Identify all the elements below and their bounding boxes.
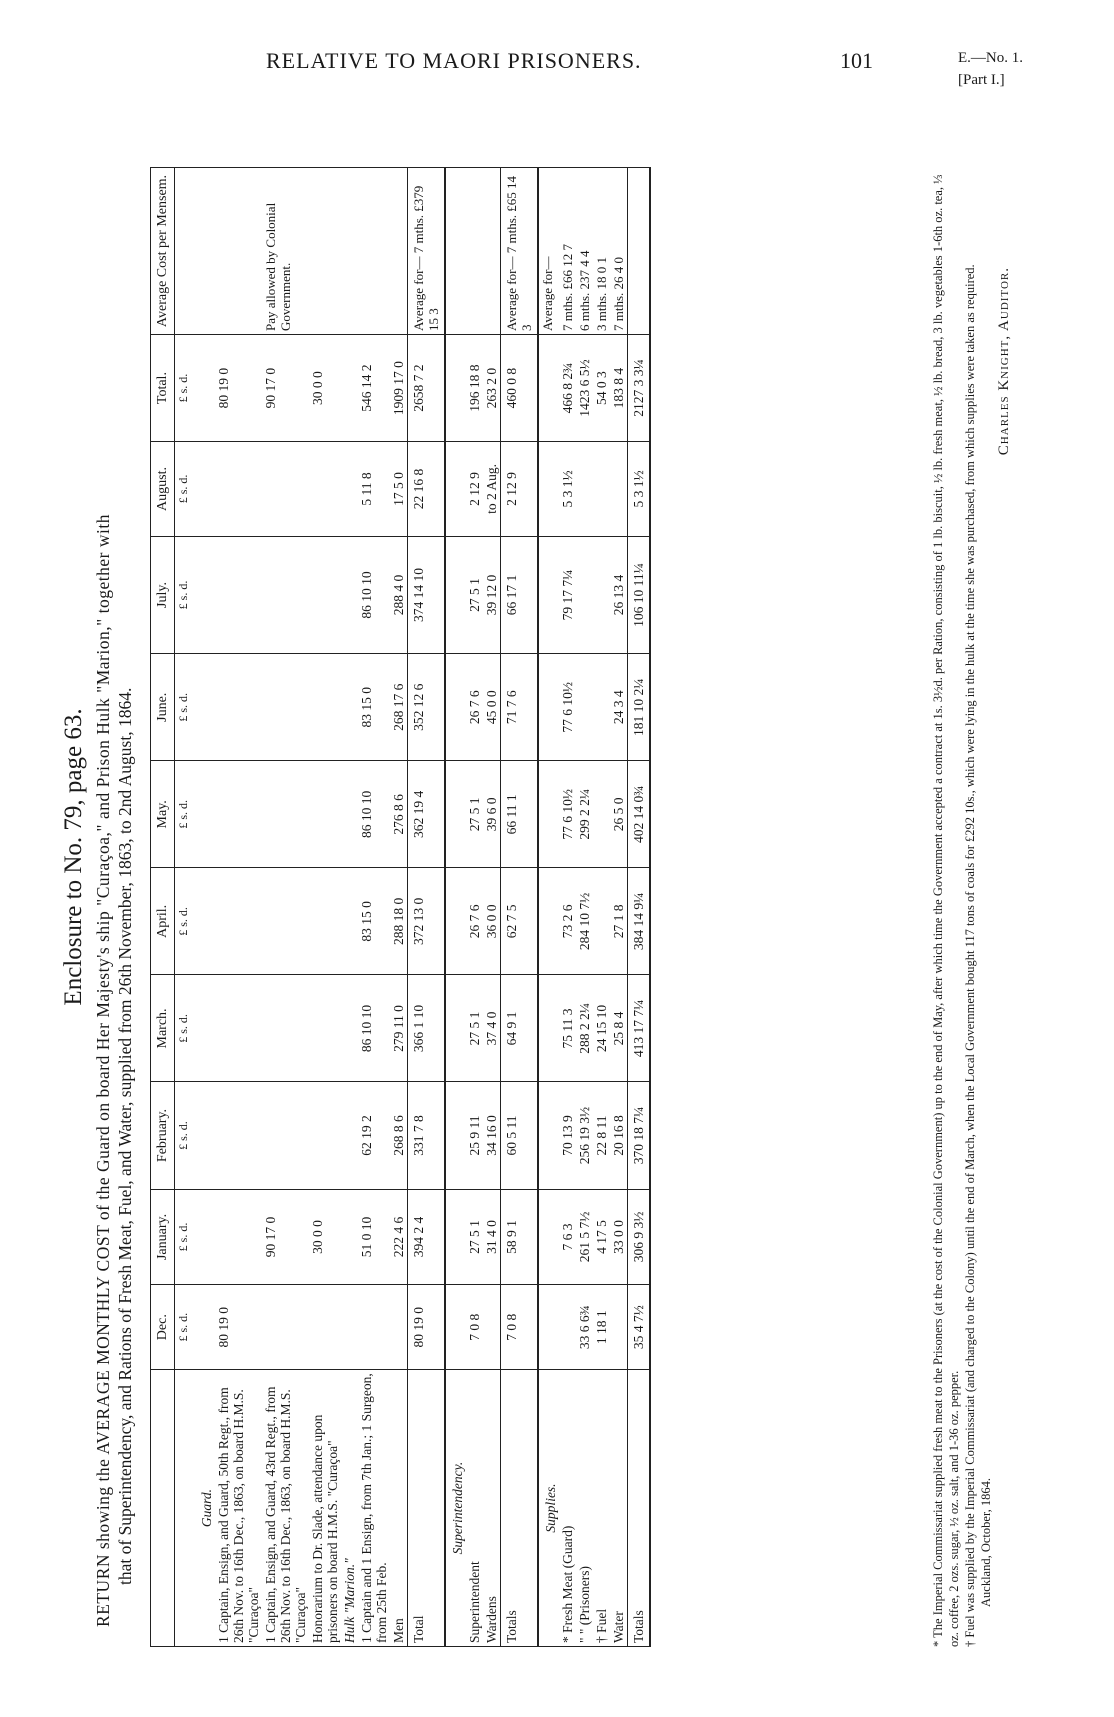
column-header: Dec.: [151, 1285, 175, 1370]
unit-label: [175, 1370, 196, 1647]
amount-cell: 24 3 4: [610, 654, 628, 761]
row-label: " " (Prisoners): [576, 1370, 593, 1647]
amount-cell: 276 8 6: [390, 761, 408, 868]
table-row: [483, 168, 501, 1647]
amount-cell: [341, 1189, 358, 1285]
amount-cell: [341, 761, 358, 868]
amount-cell: 261 5 7½: [576, 1189, 593, 1285]
amount-cell: [483, 1285, 501, 1370]
column-header: June.: [151, 654, 175, 761]
amount-cell: 86 10 10: [358, 761, 390, 868]
amount-cell: [215, 442, 262, 537]
empty-cell: [445, 654, 466, 761]
average-cell: 6 mths. 237 4 4: [576, 168, 593, 335]
unit-label: £ s. d.: [175, 536, 196, 653]
amount-cell: 1909 17 0: [390, 335, 408, 442]
amount-cell: 288 4 0: [390, 536, 408, 653]
row-label: Men: [390, 1370, 408, 1647]
amount-cell: 60 5 11: [501, 1082, 539, 1189]
amount-cell: 71 7 6: [501, 654, 539, 761]
average-cell: [628, 168, 651, 335]
empty-cell: [538, 761, 559, 868]
amount-cell: 384 14 9¼: [628, 868, 651, 975]
amount-cell: 181 10 2¼: [628, 654, 651, 761]
empty-cell: [195, 442, 215, 537]
table-row: [559, 168, 576, 1647]
section-heading: Superintendency.: [445, 1370, 466, 1647]
amount-cell: [341, 654, 358, 761]
amount-cell: [262, 654, 309, 761]
amount-cell: 268 8 6: [390, 1082, 408, 1189]
column-header: Average Cost per Mensem.: [151, 168, 175, 335]
return-line-1: RETURN showing the AVERAGE MONTHLY COST of the Guard on board Her Majesty's ship "Curaçoa," and Prison Hulk "Marion," together with: [93, 514, 113, 1627]
empty-cell: [445, 1285, 466, 1370]
table-row: [309, 168, 341, 1647]
amount-cell: 27 5 1: [466, 761, 483, 868]
section-heading: Supplies.: [538, 1370, 559, 1647]
amount-cell: 25 8 4: [610, 975, 628, 1082]
average-cell: Pay allowed by Colonial Government.: [262, 168, 309, 335]
amount-cell: [341, 335, 358, 442]
amount-cell: 17 5 0: [390, 442, 408, 537]
amount-cell: 2127 3 3¼: [628, 335, 651, 442]
amount-cell: 4 17 5: [593, 1189, 610, 1285]
amount-cell: 33 6 6¾: [576, 1285, 593, 1370]
amount-cell: [215, 536, 262, 653]
amount-cell: 34 16 0: [483, 1082, 501, 1189]
amount-cell: 79 17 7¼: [559, 536, 576, 653]
column-header: Total.: [151, 335, 175, 442]
amount-cell: [309, 1082, 341, 1189]
amount-cell: [215, 975, 262, 1082]
amount-cell: 7 6 3: [559, 1189, 576, 1285]
amount-cell: 22 16 8: [408, 442, 446, 537]
average-cell: 7 mths. 26 4 0: [610, 168, 628, 335]
total-row: [501, 168, 539, 1647]
column-header: April.: [151, 868, 175, 975]
unit-label: £ s. d.: [175, 868, 196, 975]
table-row: [610, 168, 628, 1647]
empty-cell: [445, 1082, 466, 1189]
unit-label: £ s. d.: [175, 442, 196, 537]
table-row: [341, 168, 358, 1647]
amount-cell: [215, 654, 262, 761]
column-header: January.: [151, 1189, 175, 1285]
empty-cell: [445, 335, 466, 442]
amount-cell: 268 17 6: [390, 654, 408, 761]
amount-cell: [262, 1285, 309, 1370]
amount-cell: 26 5 0: [610, 761, 628, 868]
column-header: July.: [151, 536, 175, 653]
empty-cell: [195, 654, 215, 761]
amount-cell: 77 6 10½: [559, 654, 576, 761]
section-heading-row: [445, 168, 466, 1647]
column-header: May.: [151, 761, 175, 868]
table-row: [215, 168, 262, 1647]
amount-cell: [610, 1285, 628, 1370]
amount-cell: 77 6 10½: [559, 761, 576, 868]
amount-cell: 80 19 0: [408, 1285, 446, 1370]
empty-cell: [195, 975, 215, 1082]
amount-cell: 64 9 1: [501, 975, 539, 1082]
section-heading: Guard.: [195, 1370, 215, 1647]
table-row: [358, 168, 390, 1647]
amount-cell: 196 18 8: [466, 335, 483, 442]
empty-cell: [195, 761, 215, 868]
amount-cell: 37 4 0: [483, 975, 501, 1082]
total-row: [408, 168, 446, 1647]
empty-cell: [195, 168, 215, 335]
amount-cell: [576, 536, 593, 653]
rotated-return-page: [0, 117, 1080, 1717]
amount-cell: [309, 761, 341, 868]
amount-cell: [309, 1285, 341, 1370]
amount-cell: 279 11 0: [390, 975, 408, 1082]
table-body: [195, 168, 650, 1647]
amount-cell: 2 12 9: [501, 442, 539, 537]
amount-cell: 39 12 0: [483, 536, 501, 653]
amount-cell: 7 0 8: [466, 1285, 483, 1370]
footnote-fresh-meat: * The Imperial Commissariat supplied fresh meat to the Prisoners (at the cost of the Colonial Government) up to the end of May, after which time the Government accepted a contract at 1s. 3½d. per Ration, consisting of 1 lb. biscuit, ½ lb. fresh meat, ½ lb. bread, 3 lb. vegetables 1-6th oz. tea, ⅓ oz. coffee, 2 ozs. sugar, ½ oz. salt, and 1-36 oz. pepper.: [931, 174, 961, 1647]
row-label: † Fuel: [593, 1370, 610, 1647]
empty-cell: [445, 442, 466, 537]
amount-cell: [262, 761, 309, 868]
amount-cell: 86 10 10: [358, 536, 390, 653]
amount-cell: [593, 868, 610, 975]
row-label: Total: [408, 1370, 446, 1647]
column-header: [151, 1370, 175, 1647]
amount-cell: 222 4 6: [390, 1189, 408, 1285]
amount-cell: 62 19 2: [358, 1082, 390, 1189]
unit-label: £ s. d.: [175, 1189, 196, 1285]
return-line-2: that of Superintendency, and Rations of Fresh Meat, Fuel, and Water, supplied from 26th November, 1863, to 2nd August, 1864.: [115, 687, 135, 1585]
amount-cell: [341, 868, 358, 975]
empty-cell: [195, 1285, 215, 1370]
amount-cell: 26 13 4: [610, 536, 628, 653]
amount-cell: 83 15 0: [358, 868, 390, 975]
average-heading: Average for—: [538, 168, 559, 335]
amount-cell: 106 10 11¼: [628, 536, 651, 653]
amount-cell: 1423 6 5½: [576, 335, 593, 442]
amount-cell: 31 4 0: [483, 1189, 501, 1285]
amount-cell: [576, 654, 593, 761]
amount-cell: 24 15 10: [593, 975, 610, 1082]
empty-cell: [195, 1082, 215, 1189]
table-row: [262, 168, 309, 1647]
row-label: Water: [610, 1370, 628, 1647]
row-label: Wardens: [483, 1370, 501, 1647]
amount-cell: 2658 7 2: [408, 335, 446, 442]
section-heading-row: [538, 168, 559, 1647]
amount-cell: [610, 442, 628, 537]
amount-cell: 36 0 0: [483, 868, 501, 975]
amount-cell: 7 0 8: [501, 1285, 539, 1370]
empty-cell: [538, 1082, 559, 1189]
amount-cell: [262, 536, 309, 653]
amount-cell: [262, 442, 309, 537]
units-row: [175, 168, 196, 1647]
amount-cell: 299 2 2¼: [576, 761, 593, 868]
amount-cell: 362 19 4: [408, 761, 446, 868]
empty-cell: [445, 536, 466, 653]
amount-cell: to 2 Aug.: [483, 442, 501, 537]
amount-cell: 5 11 8: [358, 442, 390, 537]
amount-cell: 30 0 0: [309, 1189, 341, 1285]
amount-cell: 284 10 7½: [576, 868, 593, 975]
total-row: [628, 168, 651, 1647]
empty-cell: [445, 868, 466, 975]
amount-cell: 366 1 10: [408, 975, 446, 1082]
amount-cell: [593, 536, 610, 653]
amount-cell: [215, 868, 262, 975]
amount-cell: [215, 1082, 262, 1189]
empty-cell: [445, 1189, 466, 1285]
amount-cell: 394 2 4: [408, 1189, 446, 1285]
amount-cell: 183 8 4: [610, 335, 628, 442]
empty-cell: [195, 868, 215, 975]
footnotes: [930, 167, 1012, 1647]
average-cell: Average for— 7 mths. £379 15 3: [408, 168, 446, 335]
amount-cell: 90 17 0: [262, 335, 309, 442]
amount-cell: [341, 975, 358, 1082]
table-row: [466, 168, 483, 1647]
amount-cell: 27 1 8: [610, 868, 628, 975]
amount-cell: 26 7 6: [466, 654, 483, 761]
row-label: Superintendent: [466, 1370, 483, 1647]
amount-cell: 2 12 9: [466, 442, 483, 537]
empty-cell: [538, 1189, 559, 1285]
amount-cell: [576, 442, 593, 537]
page-number: 101: [840, 48, 873, 73]
amount-cell: 22 8 11: [593, 1082, 610, 1189]
empty-cell: [538, 536, 559, 653]
row-label: * Fresh Meat (Guard): [559, 1370, 576, 1647]
amount-cell: [341, 1082, 358, 1189]
amount-cell: 58 9 1: [501, 1189, 539, 1285]
amount-cell: [341, 536, 358, 653]
empty-cell: [538, 868, 559, 975]
amount-cell: [390, 1285, 408, 1370]
unit-label: £ s. d.: [175, 975, 196, 1082]
average-cell: [309, 168, 341, 335]
average-cell: [483, 168, 501, 335]
amount-cell: [262, 975, 309, 1082]
amount-cell: 25 9 11: [466, 1082, 483, 1189]
empty-cell: [538, 975, 559, 1082]
amount-cell: 374 14 10: [408, 536, 446, 653]
empty-cell: [195, 1189, 215, 1285]
document-reference: E.—No. 1.: [958, 50, 1023, 66]
amount-cell: [215, 761, 262, 868]
amount-cell: [593, 442, 610, 537]
amount-cell: 33 0 0: [610, 1189, 628, 1285]
empty-cell: [538, 1285, 559, 1370]
return-description: [92, 157, 136, 1627]
row-label: 1 Captain, Ensign, and Guard, 43rd Regt., from 26th Nov. to 16th Dec., 1863, on board H.M.S. "Curaçoa": [262, 1370, 309, 1647]
column-header: March.: [151, 975, 175, 1082]
amount-cell: 80 19 0: [215, 335, 262, 442]
amount-cell: 51 0 10: [358, 1189, 390, 1285]
unit-label: £ s. d.: [175, 335, 196, 442]
amount-cell: [593, 761, 610, 868]
amount-cell: 83 15 0: [358, 654, 390, 761]
amount-cell: 288 2 2¼: [576, 975, 593, 1082]
amount-cell: 1 18 1: [593, 1285, 610, 1370]
amount-cell: 5 3 1½: [628, 442, 651, 537]
empty-cell: [445, 168, 466, 335]
amount-cell: [341, 1285, 358, 1370]
column-header: August.: [151, 442, 175, 537]
amount-cell: [309, 975, 341, 1082]
amount-cell: 546 14 2: [358, 335, 390, 442]
row-label: Hulk "Marion.": [341, 1370, 358, 1647]
amount-cell: 352 12 6: [408, 654, 446, 761]
empty-cell: [538, 654, 559, 761]
amount-cell: 86 10 10: [358, 975, 390, 1082]
amount-cell: 90 17 0: [262, 1189, 309, 1285]
cost-table: [150, 167, 651, 1647]
amount-cell: 73 2 6: [559, 868, 576, 975]
table-row: [390, 168, 408, 1647]
running-title: RELATIVE TO MAORI PRISONERS.: [266, 48, 642, 73]
amount-cell: 39 6 0: [483, 761, 501, 868]
amount-cell: [309, 442, 341, 537]
table-row: [593, 168, 610, 1647]
empty-cell: [445, 975, 466, 1082]
average-cell: [358, 168, 390, 335]
average-cell: [215, 168, 262, 335]
table-header-row: [151, 168, 175, 1647]
document-part: [Part I.]: [958, 72, 1005, 88]
empty-cell: [538, 335, 559, 442]
amount-cell: 27 5 1: [466, 975, 483, 1082]
amount-cell: 466 8 2¾: [559, 335, 576, 442]
amount-cell: 372 13 0: [408, 868, 446, 975]
amount-cell: [309, 536, 341, 653]
amount-cell: [341, 442, 358, 537]
amount-cell: 370 18 7¼: [628, 1082, 651, 1189]
amount-cell: [215, 1189, 262, 1285]
average-cell: [341, 168, 358, 335]
footnote-fuel: † Fuel was supplied by the Imperial Commissariat (and charged to the Colony) until the end of March, when the Local Government bought 117 tons of coals for £292 10s., which were lying in the hulk at the time she was purchased, from which supplies were taken as required.: [963, 264, 977, 1647]
empty-cell: [195, 536, 215, 653]
amount-cell: 66 17 1: [501, 536, 539, 653]
empty-cell: [538, 442, 559, 537]
amount-cell: 27 5 1: [466, 536, 483, 653]
enclosure-heading: Enclosure to No. 79, page 63.: [60, 708, 87, 1006]
amount-cell: 80 19 0: [215, 1285, 262, 1370]
amount-cell: 256 19 3½: [576, 1082, 593, 1189]
unit-label: [175, 168, 196, 335]
row-label: Honorarium to Dr. Slade, attendance upon prisoners on board H.M.S. "Curaçoa": [309, 1370, 341, 1647]
row-label: Totals: [628, 1370, 651, 1647]
unit-label: £ s. d.: [175, 1082, 196, 1189]
average-cell: [466, 168, 483, 335]
amount-cell: [262, 868, 309, 975]
amount-cell: 75 11 3: [559, 975, 576, 1082]
average-cell: [390, 168, 408, 335]
amount-cell: [358, 1285, 390, 1370]
auditor-signature: Charles Knight, Auditor.: [996, 267, 1012, 456]
amount-cell: [309, 868, 341, 975]
amount-cell: 413 17 7¼: [628, 975, 651, 1082]
amount-cell: 66 11 1: [501, 761, 539, 868]
average-cell: 7 mths. £66 12 7: [559, 168, 576, 335]
row-label: 1 Captain and 1 Ensign, from 7th Jan.; 1 Surgeon, from 25th Feb.: [358, 1370, 390, 1647]
unit-label: £ s. d.: [175, 654, 196, 761]
column-header: February.: [151, 1082, 175, 1189]
amount-cell: 26 7 6: [466, 868, 483, 975]
amount-cell: 460 0 8: [501, 335, 539, 442]
amount-cell: 27 5 1: [466, 1189, 483, 1285]
amount-cell: 288 18 0: [390, 868, 408, 975]
average-cell: 3 mths. 18 0 1: [593, 168, 610, 335]
table-row: [576, 168, 593, 1647]
amount-cell: 45 0 0: [483, 654, 501, 761]
amount-cell: [593, 654, 610, 761]
amount-cell: 62 7 5: [501, 868, 539, 975]
place-date: Auckland, October, 1864.: [979, 1478, 993, 1607]
amount-cell: 35 4 7½: [628, 1285, 651, 1370]
amount-cell: [262, 1082, 309, 1189]
amount-cell: 331 7 8: [408, 1082, 446, 1189]
amount-cell: 5 3 1½: [559, 442, 576, 537]
amount-cell: 30 0 0: [309, 335, 341, 442]
amount-cell: 306 9 3½: [628, 1189, 651, 1285]
unit-label: £ s. d.: [175, 761, 196, 868]
empty-cell: [445, 761, 466, 868]
section-heading-row: [195, 168, 215, 1647]
row-label: Totals: [501, 1370, 539, 1647]
amount-cell: [559, 1285, 576, 1370]
amount-cell: 402 14 0¾: [628, 761, 651, 868]
amount-cell: 70 13 9: [559, 1082, 576, 1189]
page-header: [0, 0, 1114, 90]
amount-cell: 20 16 8: [610, 1082, 628, 1189]
empty-cell: [195, 335, 215, 442]
amount-cell: [309, 654, 341, 761]
unit-label: £ s. d.: [175, 1285, 196, 1370]
average-cell: Average for— 7 mths. £65 14 3: [501, 168, 539, 335]
amount-cell: 54 0 3: [593, 335, 610, 442]
amount-cell: 263 2 0: [483, 335, 501, 442]
row-label: 1 Captain, Ensign, and Guard, 50th Regt., from 26th Nov. to 16th Dec., 1863, on board H.M.S. "Curaçoa": [215, 1370, 262, 1647]
